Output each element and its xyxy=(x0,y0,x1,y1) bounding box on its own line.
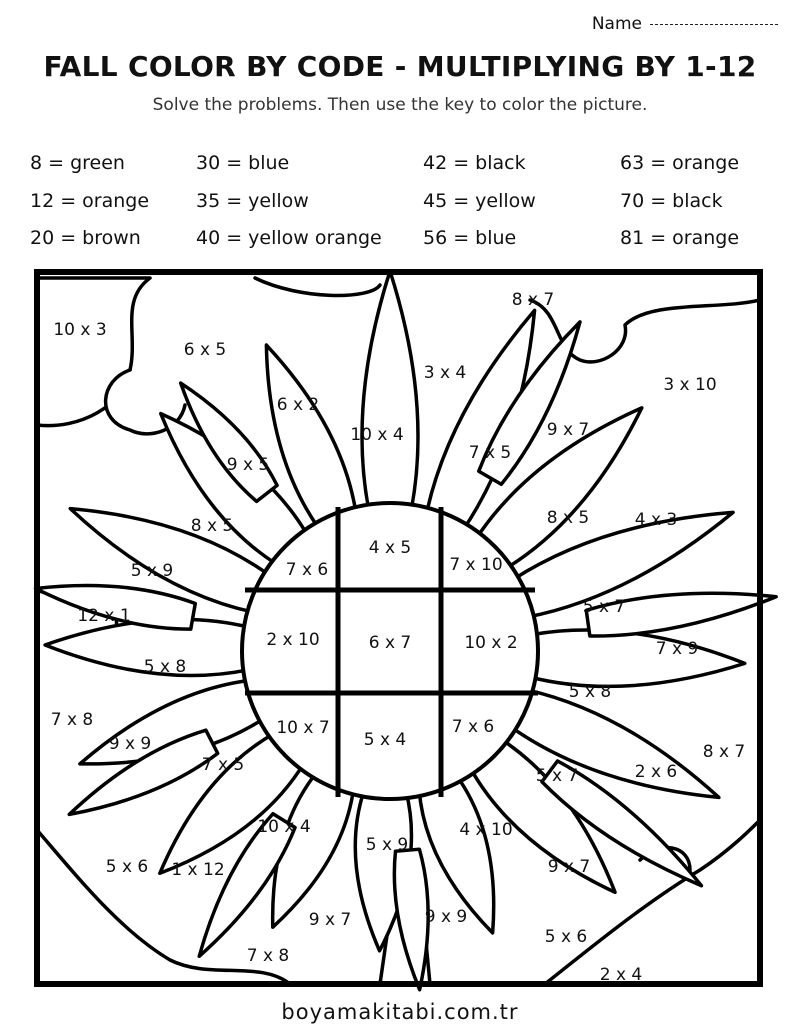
multiplication-problem: 7 x 5 xyxy=(201,755,245,775)
key-entry: 45 = yellow xyxy=(423,189,536,212)
key-entry: 12 = orange xyxy=(30,189,150,212)
multiplication-problem: 8 x 5 xyxy=(190,516,234,536)
multiplication-problem: 8 x 7 xyxy=(511,290,555,310)
multiplication-problem: 1 x 12 xyxy=(171,860,225,880)
multiplication-problem: 5 x 7 xyxy=(582,597,626,617)
multiplication-problem: 6 x 5 xyxy=(183,340,227,360)
multiplication-problem: 2 x 6 xyxy=(634,762,678,782)
multiplication-problem: 6 x 7 xyxy=(368,633,412,653)
multiplication-problem: 7 x 9 xyxy=(655,639,699,659)
multiplication-problem: 2 x 10 xyxy=(266,630,320,650)
key-entry: 70 = black xyxy=(620,189,723,212)
multiplication-problem: 10 x 7 xyxy=(276,718,330,738)
multiplication-problem: 7 x 6 xyxy=(285,560,329,580)
multiplication-problem: 7 x 8 xyxy=(246,946,290,966)
multiplication-problem: 9 x 7 xyxy=(546,420,590,440)
petal xyxy=(394,849,428,990)
multiplication-problem: 3 x 10 xyxy=(663,375,717,395)
multiplication-problem: 8 x 7 xyxy=(702,742,746,762)
cloud-shape xyxy=(255,278,380,295)
multiplication-problem: 5 x 9 xyxy=(365,835,409,855)
multiplication-problem: 5 x 9 xyxy=(130,561,174,581)
multiplication-problem: 9 x 5 xyxy=(226,455,270,475)
multiplication-problem: 7 x 5 xyxy=(468,443,512,463)
multiplication-problem: 7 x 6 xyxy=(451,717,495,737)
key-entry: 20 = brown xyxy=(30,227,141,249)
key-entry: 40 = yellow orange xyxy=(196,227,382,249)
multiplication-problem: 7 x 8 xyxy=(50,710,94,730)
multiplication-problem: 9 x 7 xyxy=(308,910,352,930)
multiplication-problem: 12 x 1 xyxy=(77,606,131,626)
key-entry: 56 = blue xyxy=(423,227,517,249)
multiplication-problem: 10 x 4 xyxy=(350,425,404,445)
key-entry: 30 = blue xyxy=(196,152,290,174)
multiplication-problem: 10 x 2 xyxy=(464,633,518,653)
key-entry: 35 = yellow xyxy=(196,189,309,212)
multiplication-problem: 10 x 4 xyxy=(257,817,311,837)
multiplication-problem: 5 x 6 xyxy=(105,857,149,877)
petal xyxy=(529,630,745,686)
multiplication-problem: 9 x 9 xyxy=(424,907,468,927)
name-label: Name xyxy=(591,14,642,34)
multiplication-problem: 5 x 8 xyxy=(568,682,612,702)
multiplication-problem: 9 x 9 xyxy=(108,734,152,754)
page-title: FALL COLOR BY CODE - MULTIPLYING BY 1-12 xyxy=(43,50,757,83)
multiplication-problem: 5 x 8 xyxy=(143,657,187,677)
multiplication-problem: 4 x 5 xyxy=(368,538,412,558)
multiplication-problem: 7 x 10 xyxy=(449,555,503,575)
multiplication-problem: 4 x 3 xyxy=(634,510,678,530)
multiplication-problem: 5 x 6 xyxy=(544,927,588,947)
footer-website: boyamakitabi.com.tr xyxy=(281,1000,519,1024)
multiplication-problem: 5 x 7 xyxy=(535,766,579,786)
multiplication-problem: 5 x 4 xyxy=(363,730,407,750)
key-entry: 8 = green xyxy=(30,152,125,174)
key-entry: 42 = black xyxy=(423,152,526,174)
multiplication-problem: 2 x 4 xyxy=(599,965,643,985)
multiplication-problem: 8 x 5 xyxy=(546,508,590,528)
multiplication-problem: 3 x 4 xyxy=(423,363,467,383)
multiplication-problem: 4 x 10 xyxy=(459,820,513,840)
key-entry: 63 = orange xyxy=(620,152,740,174)
multiplication-problem: 10 x 3 xyxy=(53,320,107,340)
multiplication-problem: 9 x 7 xyxy=(547,857,591,877)
petal xyxy=(362,271,418,511)
instructions: Solve the problems. Then use the key to color the picture. xyxy=(152,95,648,115)
key-entry: 81 = orange xyxy=(620,227,740,249)
multiplication-problem: 6 x 2 xyxy=(276,395,320,415)
